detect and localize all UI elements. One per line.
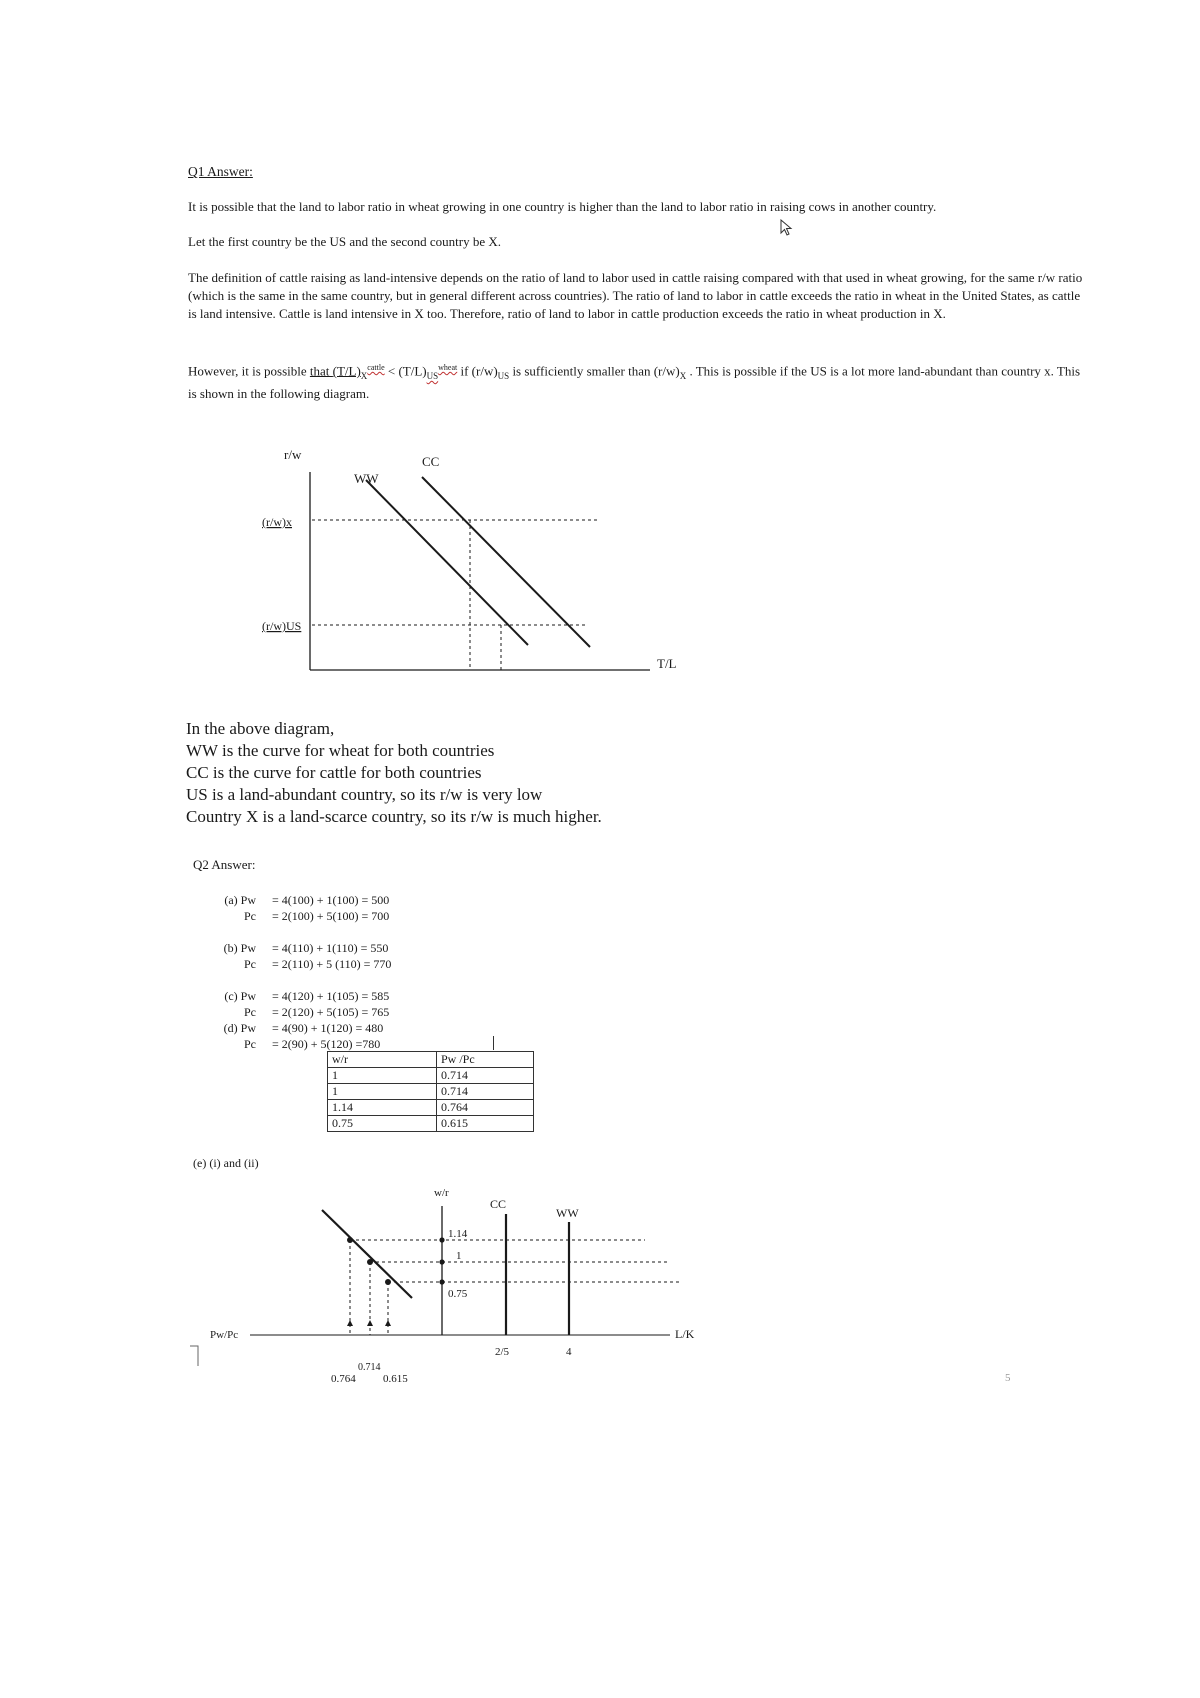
table-cell: 0.714 [437, 1068, 534, 1084]
equation-label: Pc [244, 1005, 256, 1019]
q1-heading: Q1 Answer: [188, 164, 253, 179]
land-labor-ratio-diagram [240, 430, 700, 680]
text-segment: . This is possible if the US is a lot more land-abundant than country x. This is shown in the following diagram. [188, 363, 1081, 401]
equation-label: (c) Pw [224, 989, 256, 1003]
rw-x-label: (r/w)x [262, 515, 292, 529]
x-axis-label: T/L [657, 656, 677, 671]
explanation-line: Country X is a land-scarce country, so its r/w is much higher. [186, 807, 602, 826]
q1-paragraph-4 [188, 359, 1088, 403]
table-cell: 1.14 [328, 1100, 437, 1116]
subscript: X [360, 370, 368, 381]
cc-label: CC [490, 1197, 507, 1211]
equation-a-pw [190, 892, 450, 908]
table-cell: 1 [328, 1084, 437, 1100]
mouse-cursor-icon [780, 219, 794, 237]
table-row [328, 1100, 534, 1116]
diagram-explanation [186, 718, 602, 828]
equation-value: = 2(110) + 5 (110) = 770 [272, 957, 392, 971]
text-segment: that [309, 363, 333, 379]
equation-value: = 2(100) + 5(100) = 700 [272, 909, 390, 923]
page-number: 5 [1005, 1372, 1011, 1384]
equation-c-pw [190, 988, 450, 1004]
subscript: X [679, 370, 687, 381]
text-segment: is sufficiently smaller than (r/w) [509, 363, 680, 379]
equation-b-pc [190, 956, 450, 972]
arrow-up-icon [385, 1320, 391, 1326]
rw-us-label: (r/w)US [262, 619, 302, 633]
text-segment: < (T/L) [384, 363, 427, 379]
equation-a-pc [190, 908, 450, 924]
table-row [328, 1084, 534, 1100]
arrow-up-icon [347, 1320, 353, 1326]
data-point [347, 1237, 353, 1243]
ww-curve [366, 480, 528, 645]
equation-value: = 4(100) + 1(100) = 500 [272, 893, 390, 907]
ww-label: WW [556, 1206, 579, 1220]
data-point [439, 1237, 444, 1242]
data-point [439, 1279, 444, 1284]
table-header-cell: w/r [328, 1052, 437, 1068]
equation-value: = 4(90) + 1(120) = 480 [272, 1021, 384, 1035]
data-point [385, 1279, 391, 1285]
equation-d-pw [190, 1020, 450, 1036]
equation-label: Pc [244, 909, 256, 923]
q1-paragraph-1: It is possible that the land to labor ratio in wheat growing in one country is higher than the land to labor ratio in raising cows in another country. [188, 199, 937, 214]
data-point [367, 1259, 373, 1265]
text-cursor [493, 1036, 494, 1050]
wage-rental-diagram [190, 1168, 710, 1398]
wr-price-ratio-table [327, 1051, 534, 1132]
tick-label-1: 1 [456, 1250, 462, 1262]
x-label-0615: 0.615 [383, 1373, 408, 1385]
explanation-line: In the above diagram, [186, 719, 335, 738]
equation-b-pw [190, 940, 450, 956]
text-segment: (T/L) [332, 363, 361, 379]
equation-value: = 4(120) + 1(105) = 585 [272, 989, 390, 1003]
tick-label-114: 1.14 [448, 1228, 468, 1240]
equation-value: = 2(90) + 5(120) =780 [272, 1037, 381, 1051]
equation-value: = 4(110) + 1(110) = 550 [272, 941, 389, 955]
table-cell: 0.75 [328, 1116, 437, 1132]
superscript: cattle [367, 363, 385, 372]
equation-label: (a) Pw [224, 893, 256, 907]
cc-label: CC [422, 454, 440, 469]
lk-axis-label: L/K [675, 1327, 695, 1341]
table-header-row [328, 1052, 534, 1068]
explanation-line: WW is the curve for wheat for both countries [186, 741, 495, 760]
q1-paragraph-2: Let the first country be the US and the second country be X. [188, 234, 501, 249]
arrow-up-icon [367, 1320, 373, 1326]
table-row [328, 1068, 534, 1084]
corner-mark [190, 1346, 198, 1366]
explanation-line: US is a land-abundant country, so its r/w is very low [186, 785, 543, 804]
pw-pc-axis-label: Pw/Pc [210, 1329, 239, 1341]
q2-heading: Q2 Answer: [193, 857, 256, 872]
equation-d-pc [190, 1036, 450, 1052]
equation-label: (b) Pw [223, 941, 256, 955]
table-cell: 0.615 [437, 1116, 534, 1132]
table-cell: 1 [328, 1068, 437, 1084]
explanation-line: CC is the curve for cattle for both countries [186, 763, 482, 782]
superscript: wheat [438, 363, 458, 372]
q1-paragraph-3: The definition of cattle raising as land-intensive depends on the ratio of land to labor used in cattle raising compared with that used in wheat growing, for the same r/w ratio (which is the same in the same country, but in general different across countries). The ratio of land to labor in cattle exceeds the ratio in wheat in the United States, as cattle is land intensive. Cattle is land intensive in X too. Therefore, ratio of land to labor in cattle production exceeds the ratio in wheat production in X. [188, 270, 1083, 321]
text-segment: if (r/w) [457, 363, 498, 379]
x-label-0764: 0.764 [331, 1373, 356, 1385]
table-header-cell: Pw /Pc [437, 1052, 534, 1068]
table-row [328, 1116, 534, 1132]
part-e-label: (e) (i) and (ii) [193, 1156, 259, 1170]
text-segment: However, it is possible [188, 363, 310, 379]
table-cell: 0.764 [437, 1100, 534, 1116]
equation-label: (d) Pw [223, 1021, 256, 1035]
equation-c-pc [190, 1004, 450, 1020]
tick-label-4: 4 [566, 1346, 572, 1358]
equation-label: Pc [244, 957, 256, 971]
subscript: US [426, 370, 439, 381]
equation-label: Pc [244, 1037, 256, 1051]
tick-label-075: 0.75 [448, 1288, 468, 1300]
y-axis-label: r/w [284, 447, 302, 462]
subscript: US [497, 370, 510, 381]
equation-value: = 2(120) + 5(105) = 765 [272, 1005, 390, 1019]
table-cell: 0.714 [437, 1084, 534, 1100]
data-point [439, 1259, 444, 1264]
wr-axis-label: w/r [434, 1187, 449, 1199]
x-label-0714: 0.714 [358, 1362, 381, 1373]
ww-label: WW [354, 471, 379, 486]
tick-label-2-5: 2/5 [495, 1346, 510, 1358]
price-ratio-curve [322, 1210, 412, 1298]
